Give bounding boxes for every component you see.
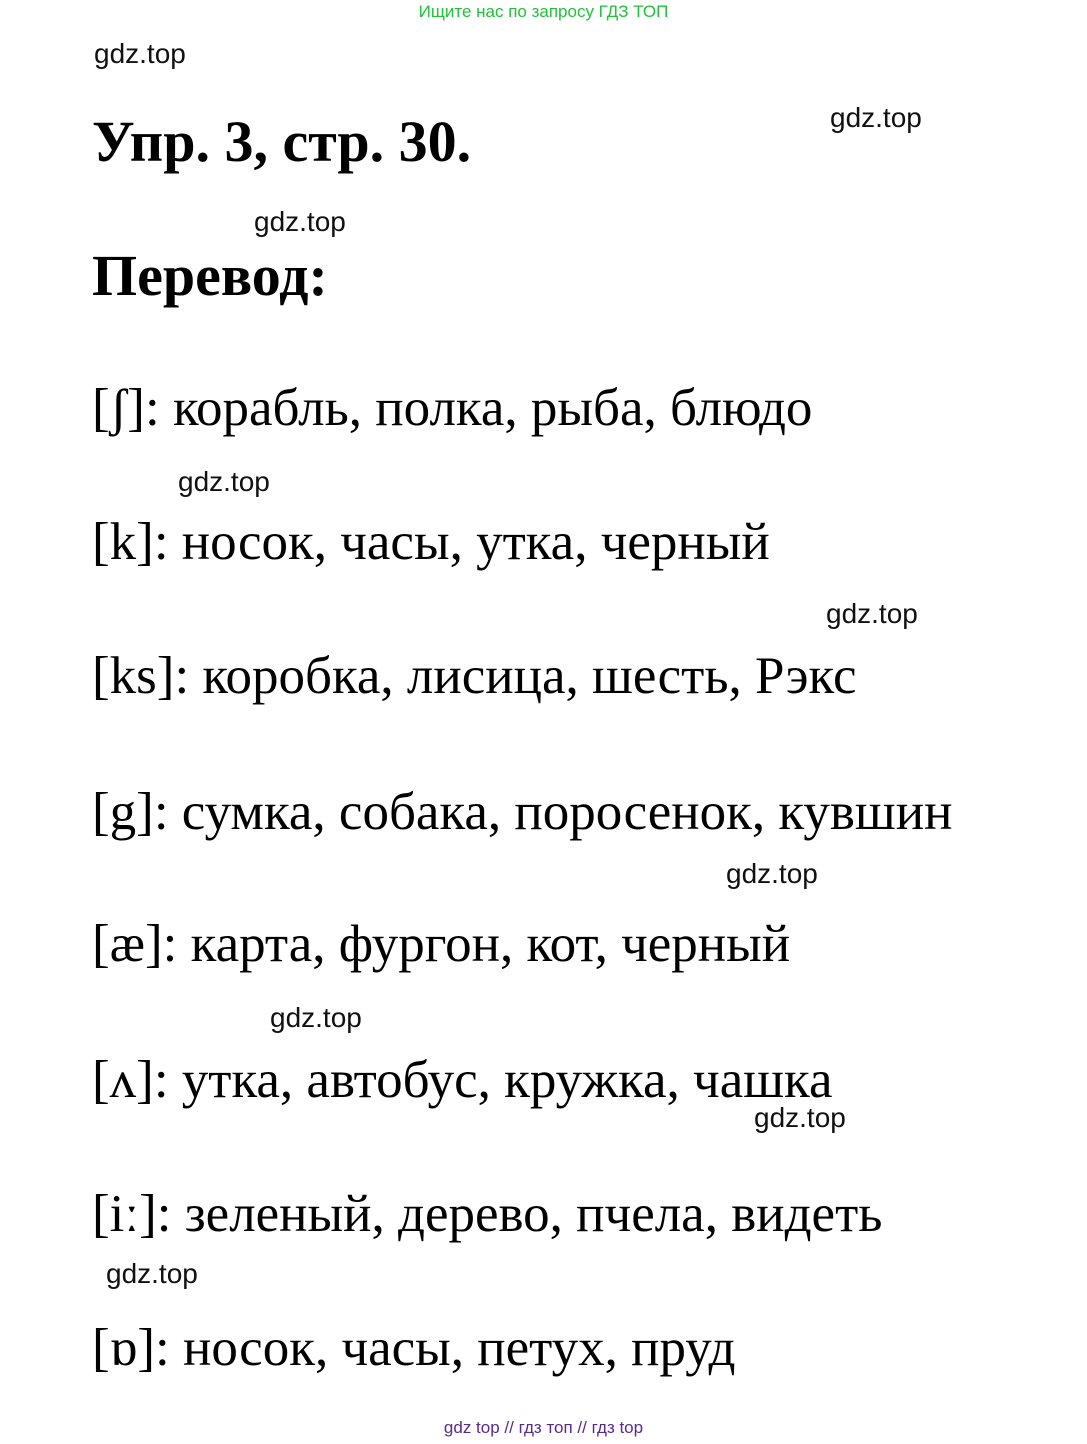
footer-links[interactable]: gdz top // гдз топ // гдз top <box>443 1418 644 1437</box>
watermark: gdz.top <box>754 1102 846 1133</box>
top-banner[interactable]: Ищите нас по запросу ГДЗ ТОП <box>418 2 669 21</box>
watermark: gdz.top <box>94 38 186 69</box>
word-list: зеленый, дерево, пчела, видеть <box>184 1185 883 1243</box>
sound-row: [ɒ]: носок, часы, петух, пруд <box>92 1319 736 1377</box>
sound-row: [ʌ]: утка, автобус, кружка, чашка <box>92 1051 833 1109</box>
word-list: сумка, собака, поросенок, кувшин <box>181 783 953 841</box>
sound-row: [g]: сумка, собака, поросенок, кувшин <box>92 783 953 841</box>
watermark: gdz.top <box>830 102 922 133</box>
word-list: носок, часы, петух, пруд <box>183 1319 736 1377</box>
sound-row: [æ]: карта, фургон, кот, черный <box>92 915 791 973</box>
section-heading: Перевод: <box>92 243 328 308</box>
word-list: коробка, лисица, шесть, Рэкс <box>202 647 857 705</box>
watermark: gdz.top <box>726 858 818 889</box>
sound-symbol: [ʌ] <box>92 1051 154 1109</box>
watermark: gdz.top <box>826 598 918 629</box>
sound-symbol: [g] <box>92 783 154 841</box>
page-title: Упр. 3, стр. 30. <box>92 109 472 174</box>
sound-symbol: [k] <box>92 513 154 571</box>
word-list: карта, фургон, кот, черный <box>190 915 791 973</box>
sound-symbol: [ɒ] <box>92 1319 156 1377</box>
sound-row: [k]: носок, часы, утка, черный <box>92 513 770 571</box>
word-list: носок, часы, утка, черный <box>181 513 770 571</box>
sound-symbol: [ʃ] <box>92 379 145 437</box>
sound-row: [iː]: зеленый, дерево, пчела, видеть <box>92 1185 883 1243</box>
sound-symbol: [ks] <box>92 647 175 705</box>
sound-row: [ʃ]: корабль, полка, рыба, блюдо <box>92 379 813 437</box>
sound-symbol: [iː] <box>92 1185 157 1243</box>
sound-row: [ks]: коробка, лисица, шесть, Рэкс <box>92 647 857 705</box>
watermark: gdz.top <box>106 1258 198 1289</box>
word-list: утка, автобус, кружка, чашка <box>181 1051 833 1109</box>
watermark: gdz.top <box>178 466 270 497</box>
watermark: gdz.top <box>270 1002 362 1033</box>
sound-symbol: [æ] <box>92 915 163 973</box>
watermark: gdz.top <box>254 206 346 237</box>
word-list: корабль, полка, рыба, блюдо <box>172 379 813 437</box>
